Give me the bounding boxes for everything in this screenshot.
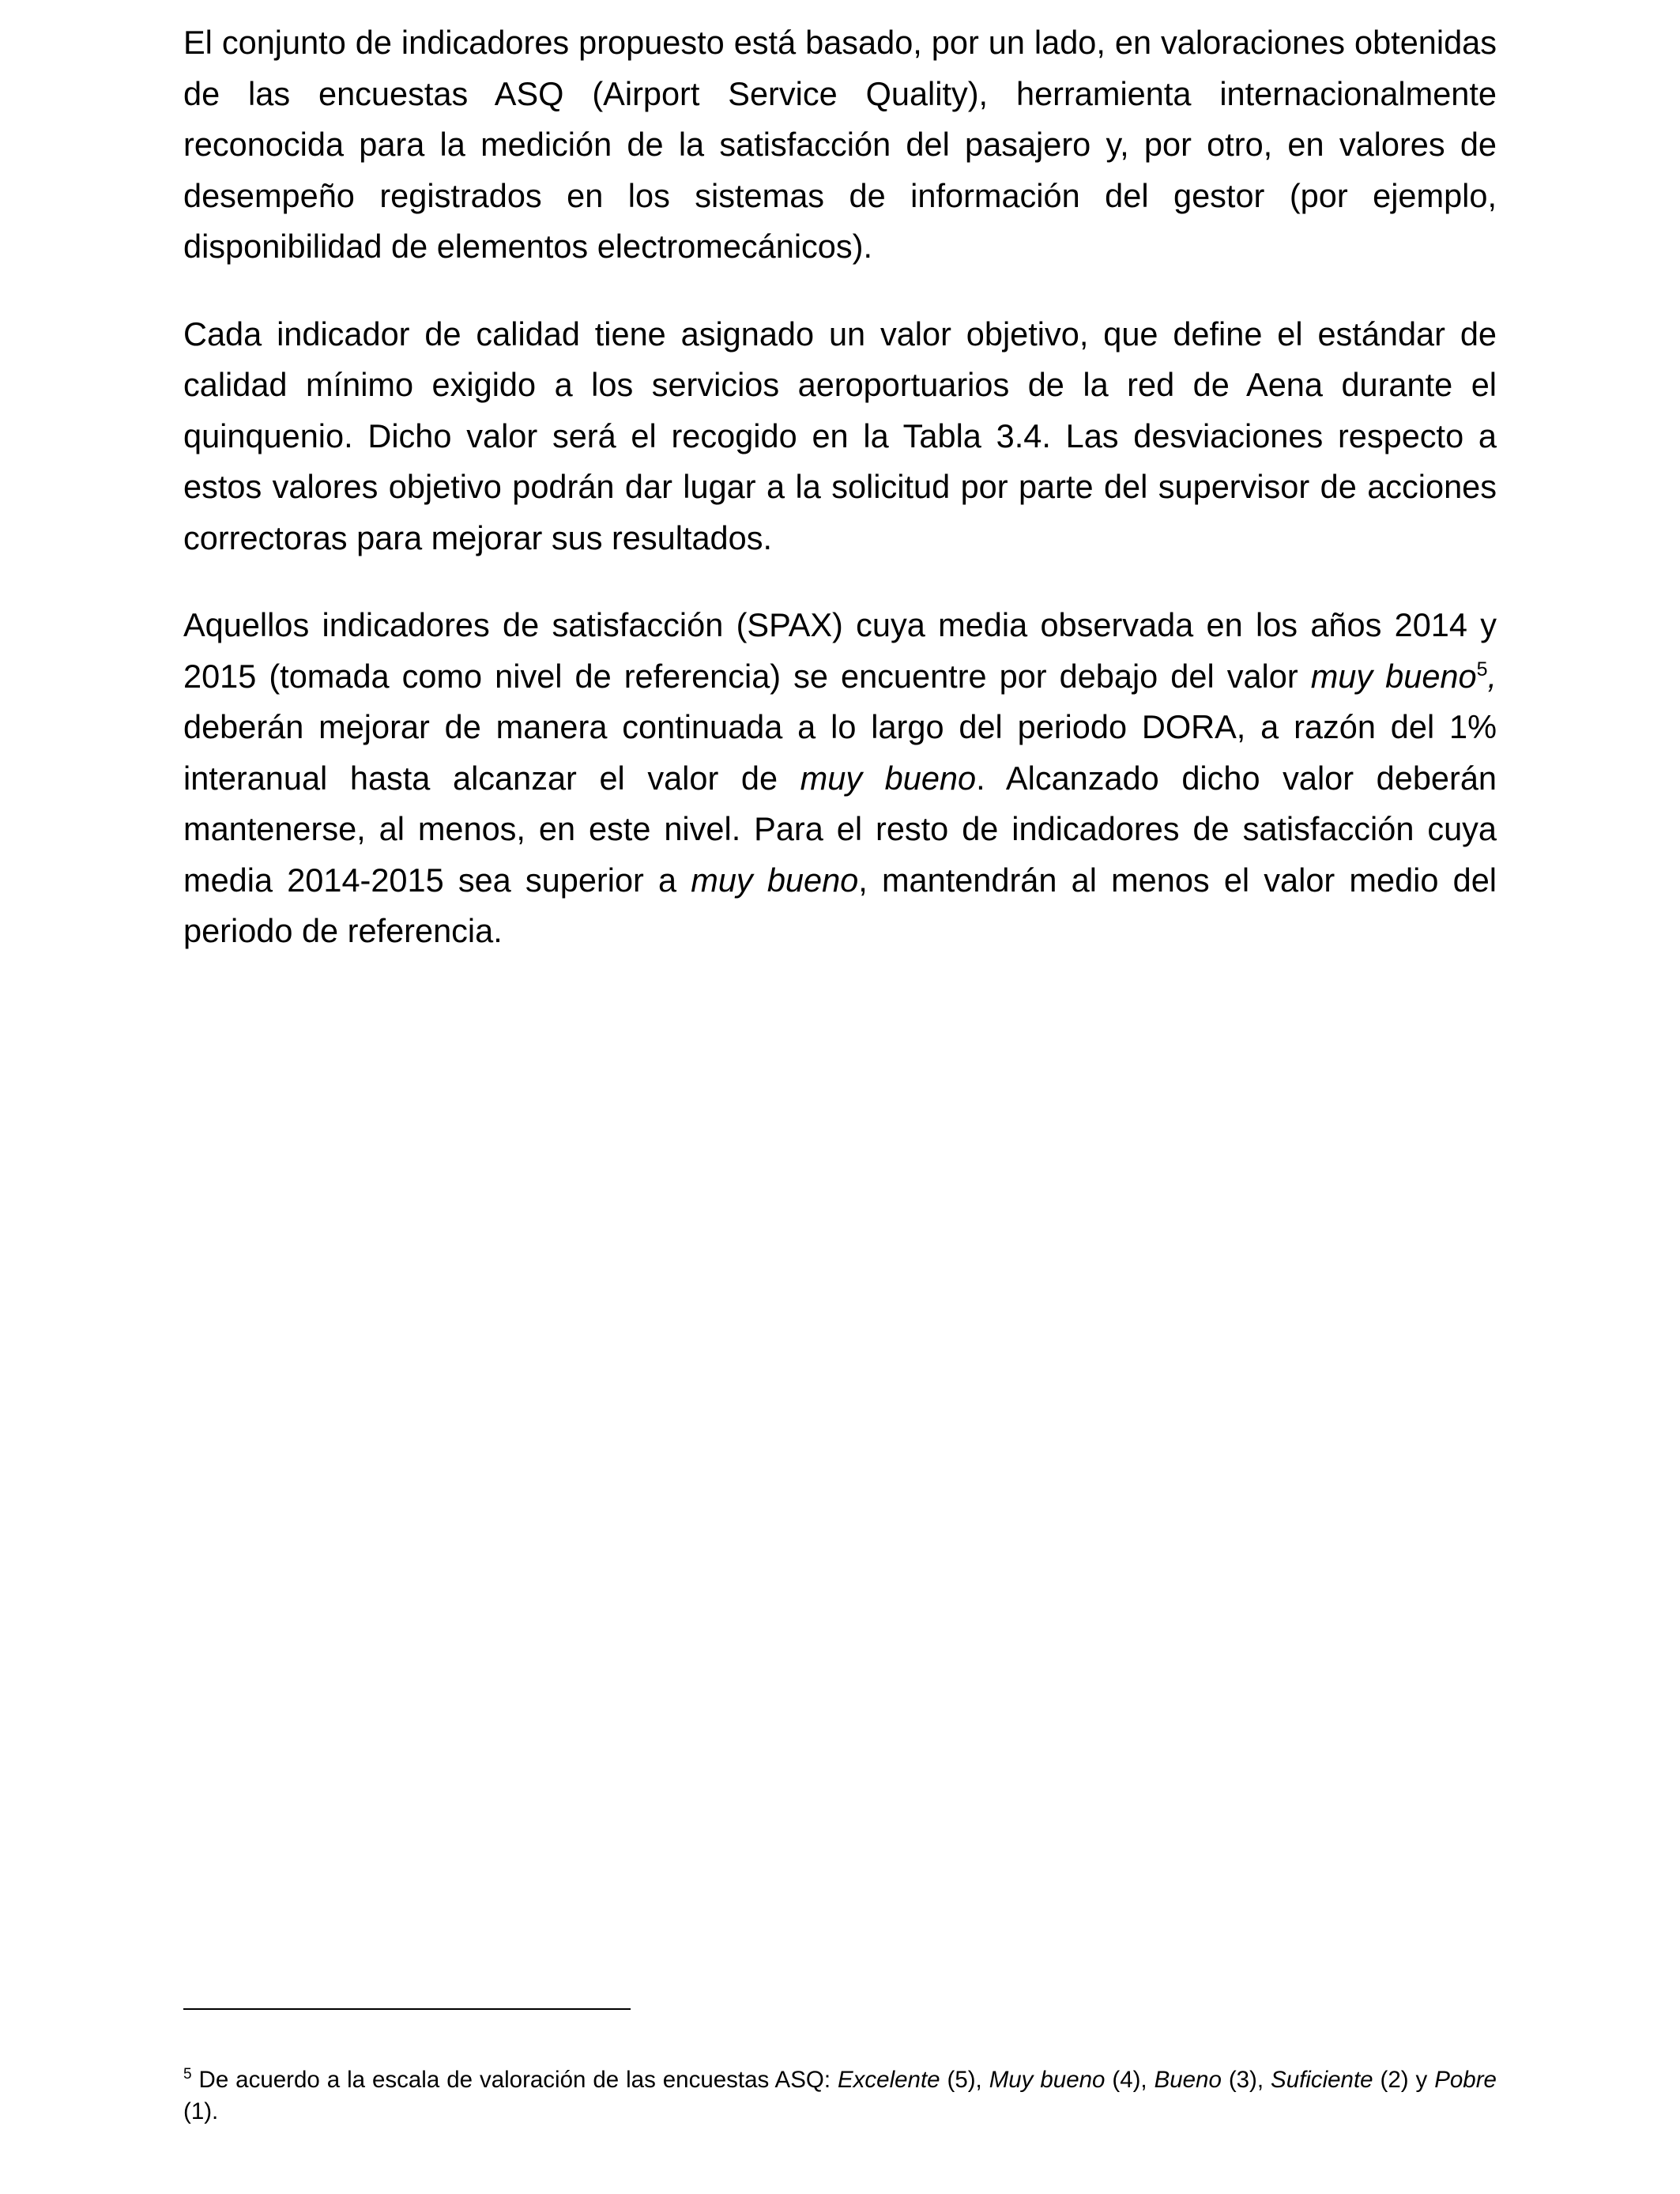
emphasis-muy-bueno: muy bueno	[691, 861, 859, 899]
footnote-text: (5),	[940, 2067, 989, 2093]
footnote-text: (1).	[183, 2098, 219, 2124]
emphasis-muy-bueno: muy bueno	[800, 759, 977, 797]
footnote-text: (4),	[1105, 2067, 1155, 2093]
paragraph-satisfaction-improvement	[183, 600, 1497, 957]
footnote-text: De acuerdo a la escala de valoración de las encuestas ASQ:	[191, 2067, 838, 2093]
footnote-scale-suficiente: Suficiente	[1271, 2067, 1373, 2093]
footnote-number: 5	[183, 2066, 192, 2083]
paragraph-target-values: Cada indicador de calidad tiene asignado un valor objetivo, que define el estándar de calidad mínimo exigido a los servicios aeroportuarios de la red de Aena durante el quinquenio. Dicho valor será el recogido en la Tabla 3.4. Las desviaciones respecto a estos valores objetivo podrán dar lugar a la solicitud por parte del supervisor de acciones correctoras para mejorar sus resultados.	[183, 315, 1497, 556]
footnote-reference[interactable]: 5	[1476, 658, 1488, 680]
paragraph-text-segment: , mantendrán al menos el valor medio del periodo de referencia.	[183, 861, 1497, 949]
paragraph-text-segment: deberán mejorar de manera continuada a lo largo del periodo DORA, a razón del 1% interanual hasta alcanzar el valor de	[183, 708, 1497, 797]
footnote-scale-muy-bueno: Muy bueno	[989, 2067, 1106, 2093]
footnote	[183, 2064, 1497, 2128]
footnote-scale-excelente: Excelente	[838, 2067, 940, 2093]
paragraph-text-segment: . Alcanzado dicho valor deberán mantenerse, al menos, en este nivel. Para el resto de indicadores de satisfacción cuya media 2014-2015 sea superior a	[183, 759, 1497, 899]
paragraph-text-segment: Aquellos indicadores de satisfacción (SPAX) cuya media observada en los años 2014 y 2015 (tomada como nivel de referencia) se encuentre por debajo del valor	[183, 606, 1497, 695]
emphasis-muy-bueno: muy bueno	[1310, 657, 1477, 695]
body-text	[183, 17, 1497, 993]
emphasis-comma: ,	[1487, 657, 1497, 695]
footnote-scale-bueno: Bueno	[1154, 2067, 1222, 2093]
footnote-text: (3),	[1221, 2067, 1271, 2093]
footnote-text: (2) y	[1373, 2067, 1435, 2093]
footnote-separator	[183, 2008, 631, 2010]
paragraph-indicators-basis: El conjunto de indicadores propuesto está basado, por un lado, en valoraciones obtenidas de las encuestas ASQ (Airport Service Quality), herramienta internacionalmente reconocida para la medición de la satisfacción del pasajero y, por otro, en valores de desempeño registrados en los sistemas de información del gestor (por ejemplo, disponibilidad de elementos electromecánicos).	[183, 24, 1497, 265]
footnote-scale-pobre: Pobre	[1434, 2067, 1497, 2093]
